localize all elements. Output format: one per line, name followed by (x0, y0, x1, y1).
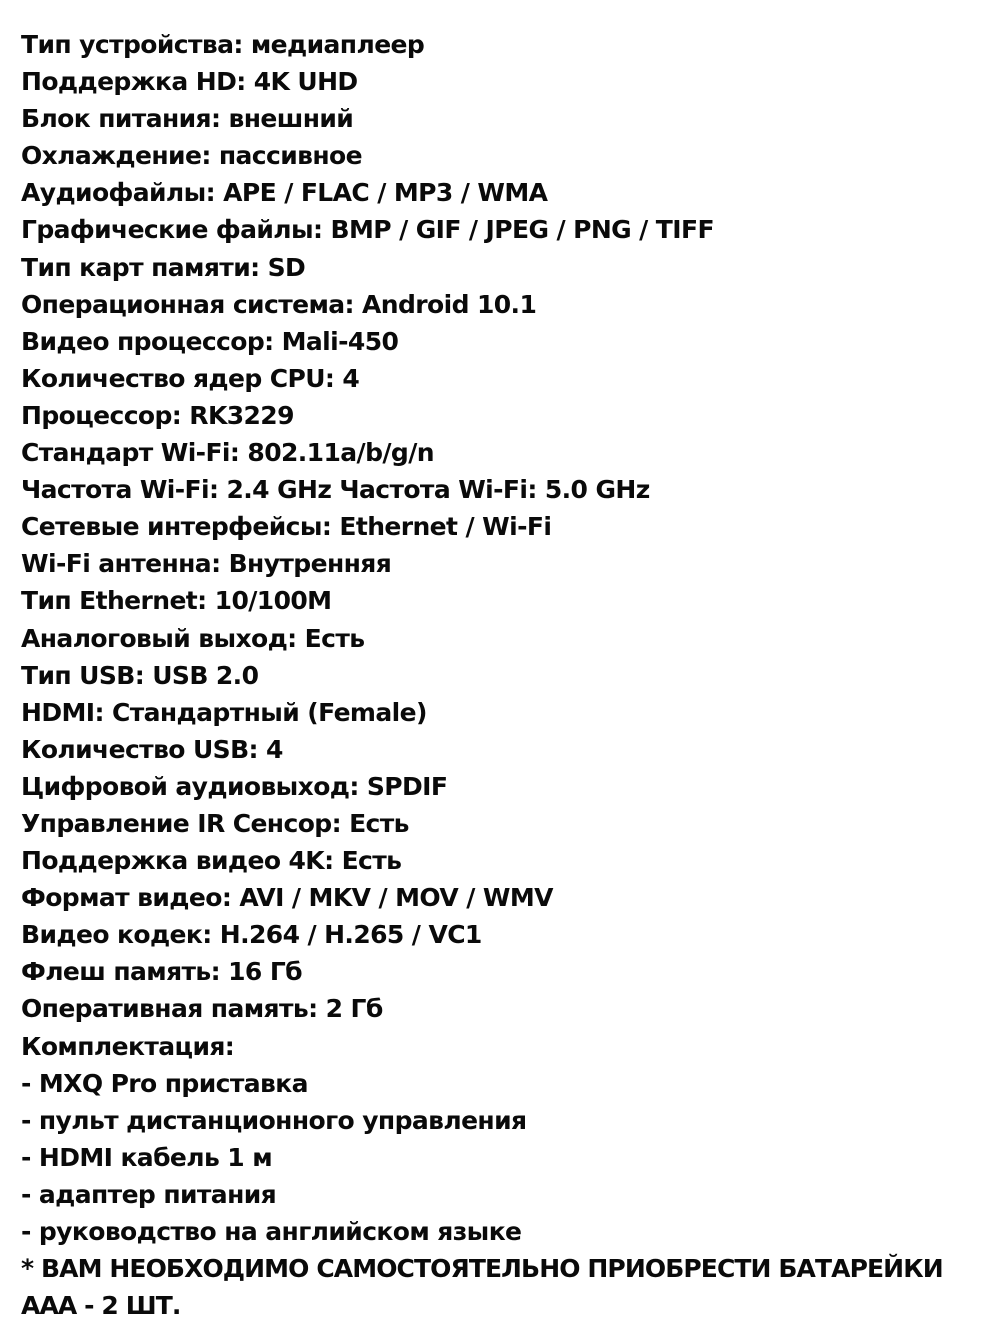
spec-usb-count: Количество USB: 4 (21, 734, 283, 764)
spec-audio-files: Аудиофайлы: APE / FLAC / MP3 / WMA (21, 178, 548, 208)
spec-cpu-cores: Количество ядер CPU: 4 (21, 363, 360, 393)
spec-hd-support: Поддержка HD: 4K UHD (21, 67, 358, 97)
spec-usb-type: Тип USB: USB 2.0 (21, 660, 259, 690)
spec-memory-card: Тип карт памяти: SD (21, 252, 306, 282)
spec-hdmi: HDMI: Стандартный (Female) (21, 697, 427, 727)
spec-ram: Оперативная память: 2 Гб (21, 994, 383, 1024)
package-item: - адаптер питания (21, 1179, 277, 1209)
spec-processor: Процессор: RK3229 (21, 400, 294, 430)
spec-sheet (21, 26, 981, 1324)
package-item: - MXQ Pro приставка (21, 1068, 308, 1098)
battery-note: * ВАМ НЕОБХОДИМО САМОСТОЯТЕЛЬНО ПРИОБРЕСТИ БАТАРЕЙКИ AAA - 2 ШТ. (21, 1254, 943, 1321)
spec-power-supply: Блок питания: внешний (21, 104, 354, 134)
spec-flash-memory: Флеш память: 16 Гб (21, 957, 303, 987)
spec-4k-video: Поддержка видео 4K: Есть (21, 846, 402, 876)
spec-wifi-standard: Стандарт Wi-Fi: 802.11a/b/g/n (21, 438, 434, 468)
spec-video-format: Формат видео: AVI / MKV / MOV / WMV (21, 883, 553, 913)
spec-video-codec: Видео кодек: H.264 / H.265 / VC1 (21, 920, 482, 950)
package-item: - HDMI кабель 1 м (21, 1142, 273, 1172)
package-item: - руководство на английском языке (21, 1217, 522, 1246)
spec-ir-sensor: Управление IR Сенсор: Есть (21, 808, 409, 838)
spec-network-interfaces: Сетевые интерфейсы: Ethernet / Wi-Fi (21, 512, 552, 542)
package-item: - пульт дистанционного управления (21, 1105, 527, 1135)
spec-analog-output: Аналоговый выход: Есть (21, 623, 365, 653)
spec-device-type: Тип устройства: медиаплеер (21, 30, 425, 59)
spec-os: Операционная система: Android 10.1 (21, 289, 537, 319)
spec-wifi-antenna: Wi-Fi антенна: Внутренняя (21, 549, 392, 579)
spec-cooling: Охлаждение: пассивное (21, 141, 362, 171)
spec-ethernet-type: Тип Ethernet: 10/100M (21, 586, 332, 616)
spec-gpu: Видео процессор: Mali-450 (21, 326, 399, 356)
spec-digital-audio: Цифровой аудиовыход: SPDIF (21, 771, 448, 801)
package-heading: Комплектация: (21, 1031, 235, 1061)
spec-wifi-frequency: Частота Wi-Fi: 2.4 GHz Частота Wi-Fi: 5.0 GHz (21, 475, 650, 505)
spec-image-files: Графические файлы: BMP / GIF / JPEG / PNG / TIFF (21, 215, 714, 245)
